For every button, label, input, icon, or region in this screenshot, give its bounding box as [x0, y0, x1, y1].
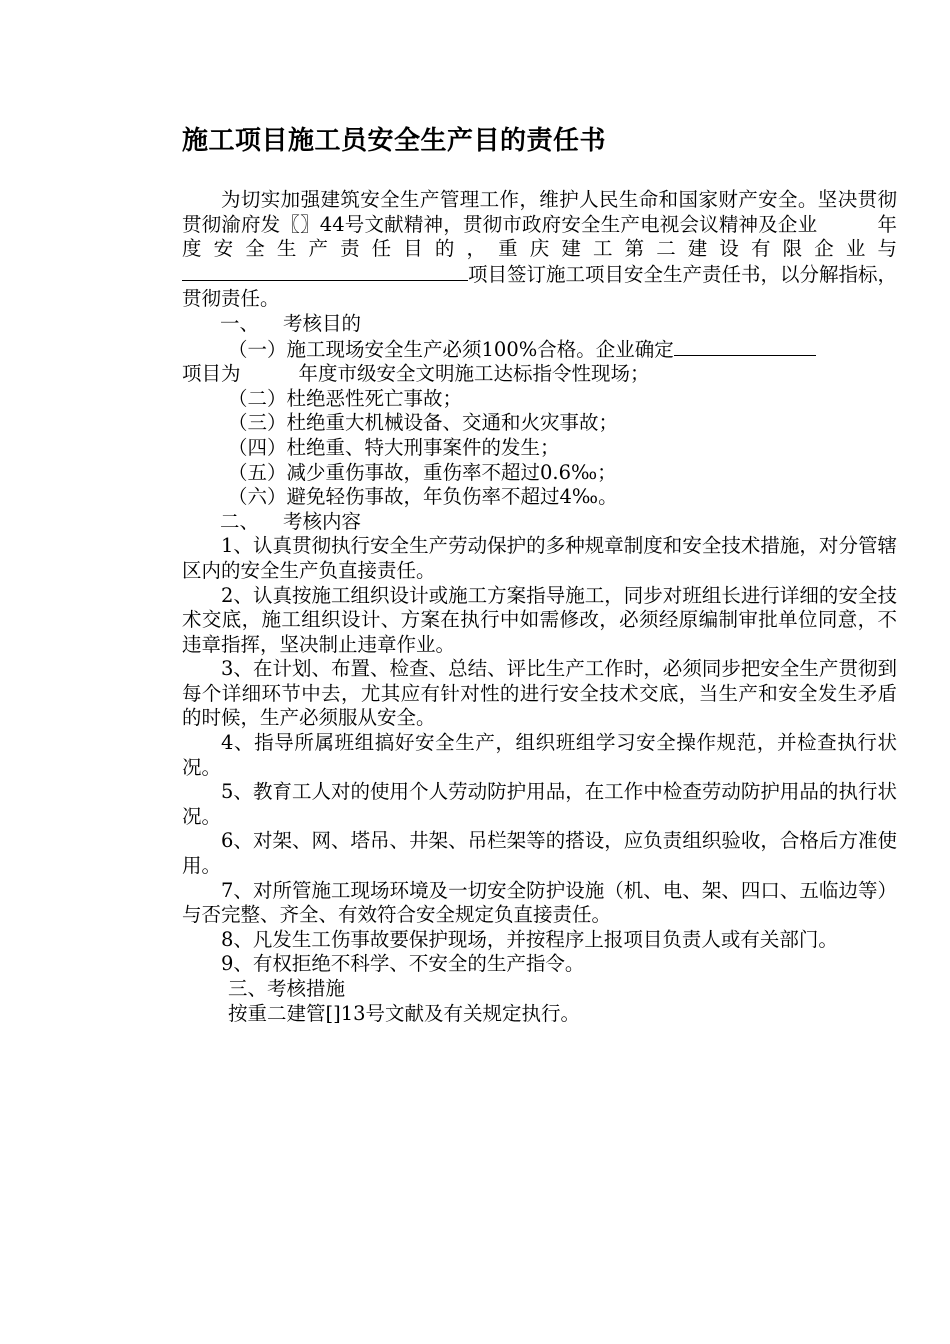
section2-item-2: 2、认真按施工组织设计或施工方案指导施工，同步对班组长进行详细的安全技术交底，施工组织设计、方案在执行中如需修改，必须经原编制审批单位同意，不违章指挥，坚决制止违章作业。 — [182, 583, 897, 656]
section2-item-9: 9、有权拒绝不科学、不安全的生产指令。 — [221, 952, 585, 976]
section2-item-4: 4、指导所属班组搞好安全生产，组织班组学习安全操作规范，并检查执行状况。 — [182, 731, 897, 779]
company-blank — [674, 337, 816, 356]
section2-item-8: 8、凡发生工伤事故要保护现场，并按程序上报项目负责人或有关部门。 — [221, 927, 838, 951]
section1-title: 考核目的 — [283, 311, 362, 335]
section3-heading: 三、考核措施 — [228, 977, 346, 1000]
section1-item-1 — [182, 337, 897, 387]
section1-item-5: （五）减少重伤事故，重伤率不超过0.6‰； — [228, 460, 617, 484]
section3-text: 按重二建管[]13号文献及有关规定执行。 — [228, 1001, 581, 1025]
intro-text-3: 项目签订施工项目安全生产责任书，以分解指标，贯彻责任。 — [182, 262, 898, 311]
section2-title: 考核内容 — [283, 509, 362, 533]
project-name-blank — [182, 262, 468, 281]
section1-item-2: （二）杜绝恶性死亡事故； — [228, 386, 463, 410]
section2-item-1: 1、认真贯彻执行安全生产劳动保护的多种规章制度和安全技术措施，对分管辖区内的安全生产负直接责任。 — [182, 534, 897, 582]
item1-text-b: 项目为 — [182, 362, 241, 386]
intro-text-1: 为切实加强建筑安全生产管理工作，维护人民生命和国家财产安全。坚决贯彻贯彻渝府发〖〗44号文献精神，贯彻市政府安全生产电视会议精神及企业 — [182, 188, 897, 236]
section2-number: 二、 — [220, 509, 260, 533]
section2-item-6: 6、对架、网、塔吊、井架、吊栏架等的搭设，应负责组织验收，合格后方准使用。 — [182, 829, 897, 878]
section1-item-3: （三）杜绝重大机械设备、交通和火灾事故； — [228, 411, 619, 435]
item1-text-c: 年度市级安全文明施工达标指令性现场； — [298, 362, 650, 386]
intro-paragraph — [182, 188, 897, 312]
document-body — [182, 188, 897, 1026]
section1-item-6: （六）避免轻伤事故，年负伤率不超过4‰。 — [228, 485, 618, 509]
document-title: 施工项目施工员安全生产目的责任书 — [182, 126, 607, 156]
section2-heading — [182, 510, 897, 535]
intro-text-2: 年度安全生产责任目的，重庆建工第二建设有限企业与 — [182, 212, 897, 261]
item1-text-a: （一）施工现场安全生产必须100%合格。企业确定 — [228, 337, 674, 361]
section2-item-7: 7、对所管施工现场环境及一切安全防护设施（机、电、架、四口、五临边等）与否完整、齐全、有效符合安全规定负直接责任。 — [182, 878, 897, 927]
section1-heading — [182, 312, 897, 337]
document-page — [182, 0, 897, 1344]
section1-number: 一、 — [220, 311, 260, 335]
section2-item-3: 3、在计划、布置、检查、总结、评比生产工作时，必须同步把安全生产贯彻到每个详细环节中去，尤其应有针对性的进行安全技术交底，当生产和安全发生矛盾的时候，生产必须服从安全。 — [182, 657, 897, 730]
section2-item-5: 5、教育工人对的使用个人劳动防护用品，在工作中检查劳动防护用品的执行状况。 — [182, 780, 897, 828]
section1-item-4: （四）杜绝重、特大刑事案件的发生； — [228, 435, 560, 459]
